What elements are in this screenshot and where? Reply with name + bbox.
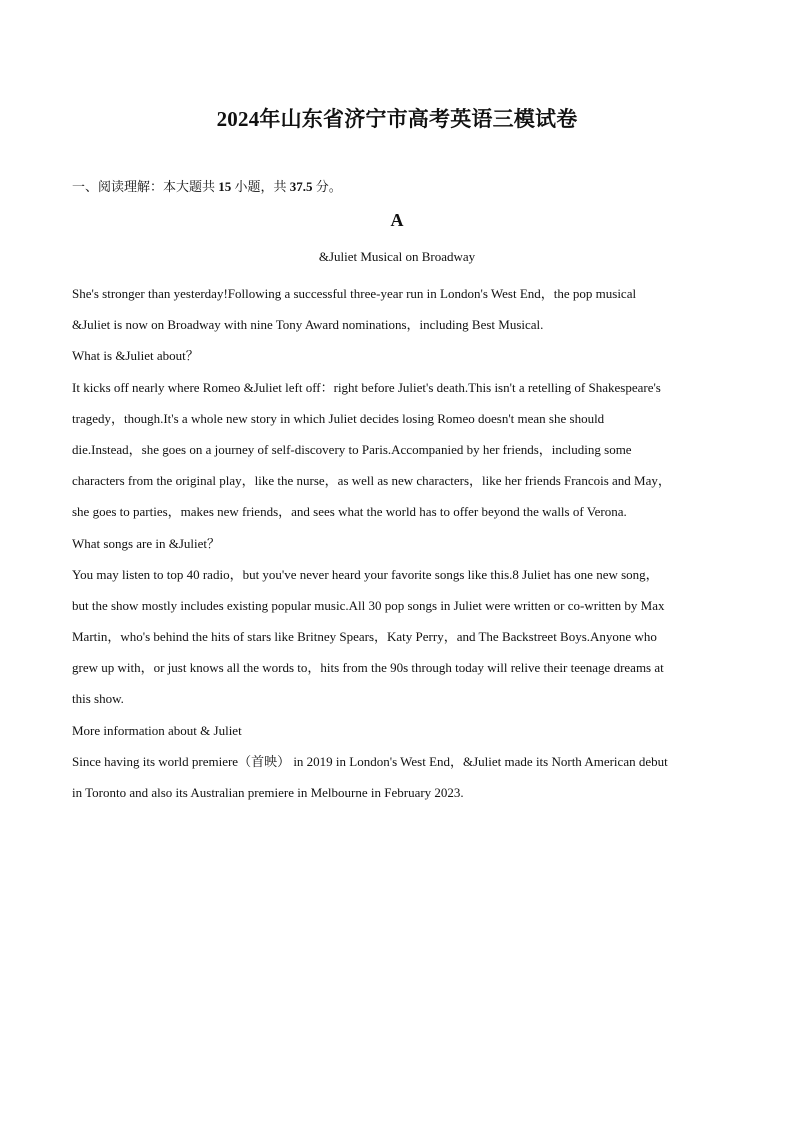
section-middle: 小题，共 (231, 179, 290, 194)
passage-line: Martin，who's behind the hits of stars like Britney Spears，Katy Perry，and The Backstreet Boys.Anyone who (72, 629, 657, 645)
section-suffix: 分。 (312, 179, 342, 194)
passage-line: she goes to parties，makes new friends，and sees what the world has to offer beyond the walls of Verona. (72, 504, 627, 520)
passage-line: It kicks off nearly where Romeo &Juliet left off：right before Juliet's death.This isn't a retelling of Shakespeare's (72, 379, 661, 395)
question-heading: What songs are in &Juliet？ (72, 535, 221, 551)
question-heading: More information about & Juliet (72, 722, 242, 738)
passage-line: grew up with，or just knows all the words to，hits from the 90s through today will relive their teenage dreams at (72, 660, 664, 676)
section-heading (72, 176, 342, 195)
passage-line: Since having its world premiere（首映） in 2019 in London's West End，&Juliet made its North American debut (72, 753, 668, 769)
question-heading: What is &Juliet about？ (72, 348, 199, 364)
question-count: 15 (218, 179, 232, 194)
passage-line: in Toronto and also its Australian premiere in Melbourne in February 2023. (72, 785, 464, 800)
passage-body (72, 278, 720, 808)
passage-line: characters from the original play，like the nurse，as well as new characters，like her friends Francois and May， (72, 473, 671, 489)
passage-subtitle: &Juliet Musical on Broadway (318, 249, 476, 264)
section-prefix: 一、阅读理解：本大题共 (72, 179, 219, 194)
passage-line: this show. (72, 691, 124, 707)
passage-line: tragedy，though.It's a whole new story in which Juliet decides losing Romeo doesn't mean she should (72, 410, 605, 426)
passage-line: but the show mostly includes existing popular music.All 30 pop songs in Juliet were written or co-written by Max (72, 597, 665, 613)
passage-line: You may listen to top 40 radio，but you've never heard your favorite songs like this.8 Juliet has one new song， (72, 566, 659, 582)
passage-line: She's stronger than yesterday!Following a successful three-year run in London's West End，the pop musical (72, 286, 637, 301)
passage-letter: A (390, 210, 404, 230)
exam-title: 2024年山东省济宁市高考英语三模试卷 (216, 107, 578, 131)
passage-line: &Juliet is now on Broadway with nine Tony Award nominations，including Best Musical. (72, 317, 544, 333)
passage-line: die.Instead，she goes on a journey of self-discovery to Paris.Accompanied by her friends，including some (72, 441, 632, 457)
total-score: 37.5 (289, 179, 313, 194)
